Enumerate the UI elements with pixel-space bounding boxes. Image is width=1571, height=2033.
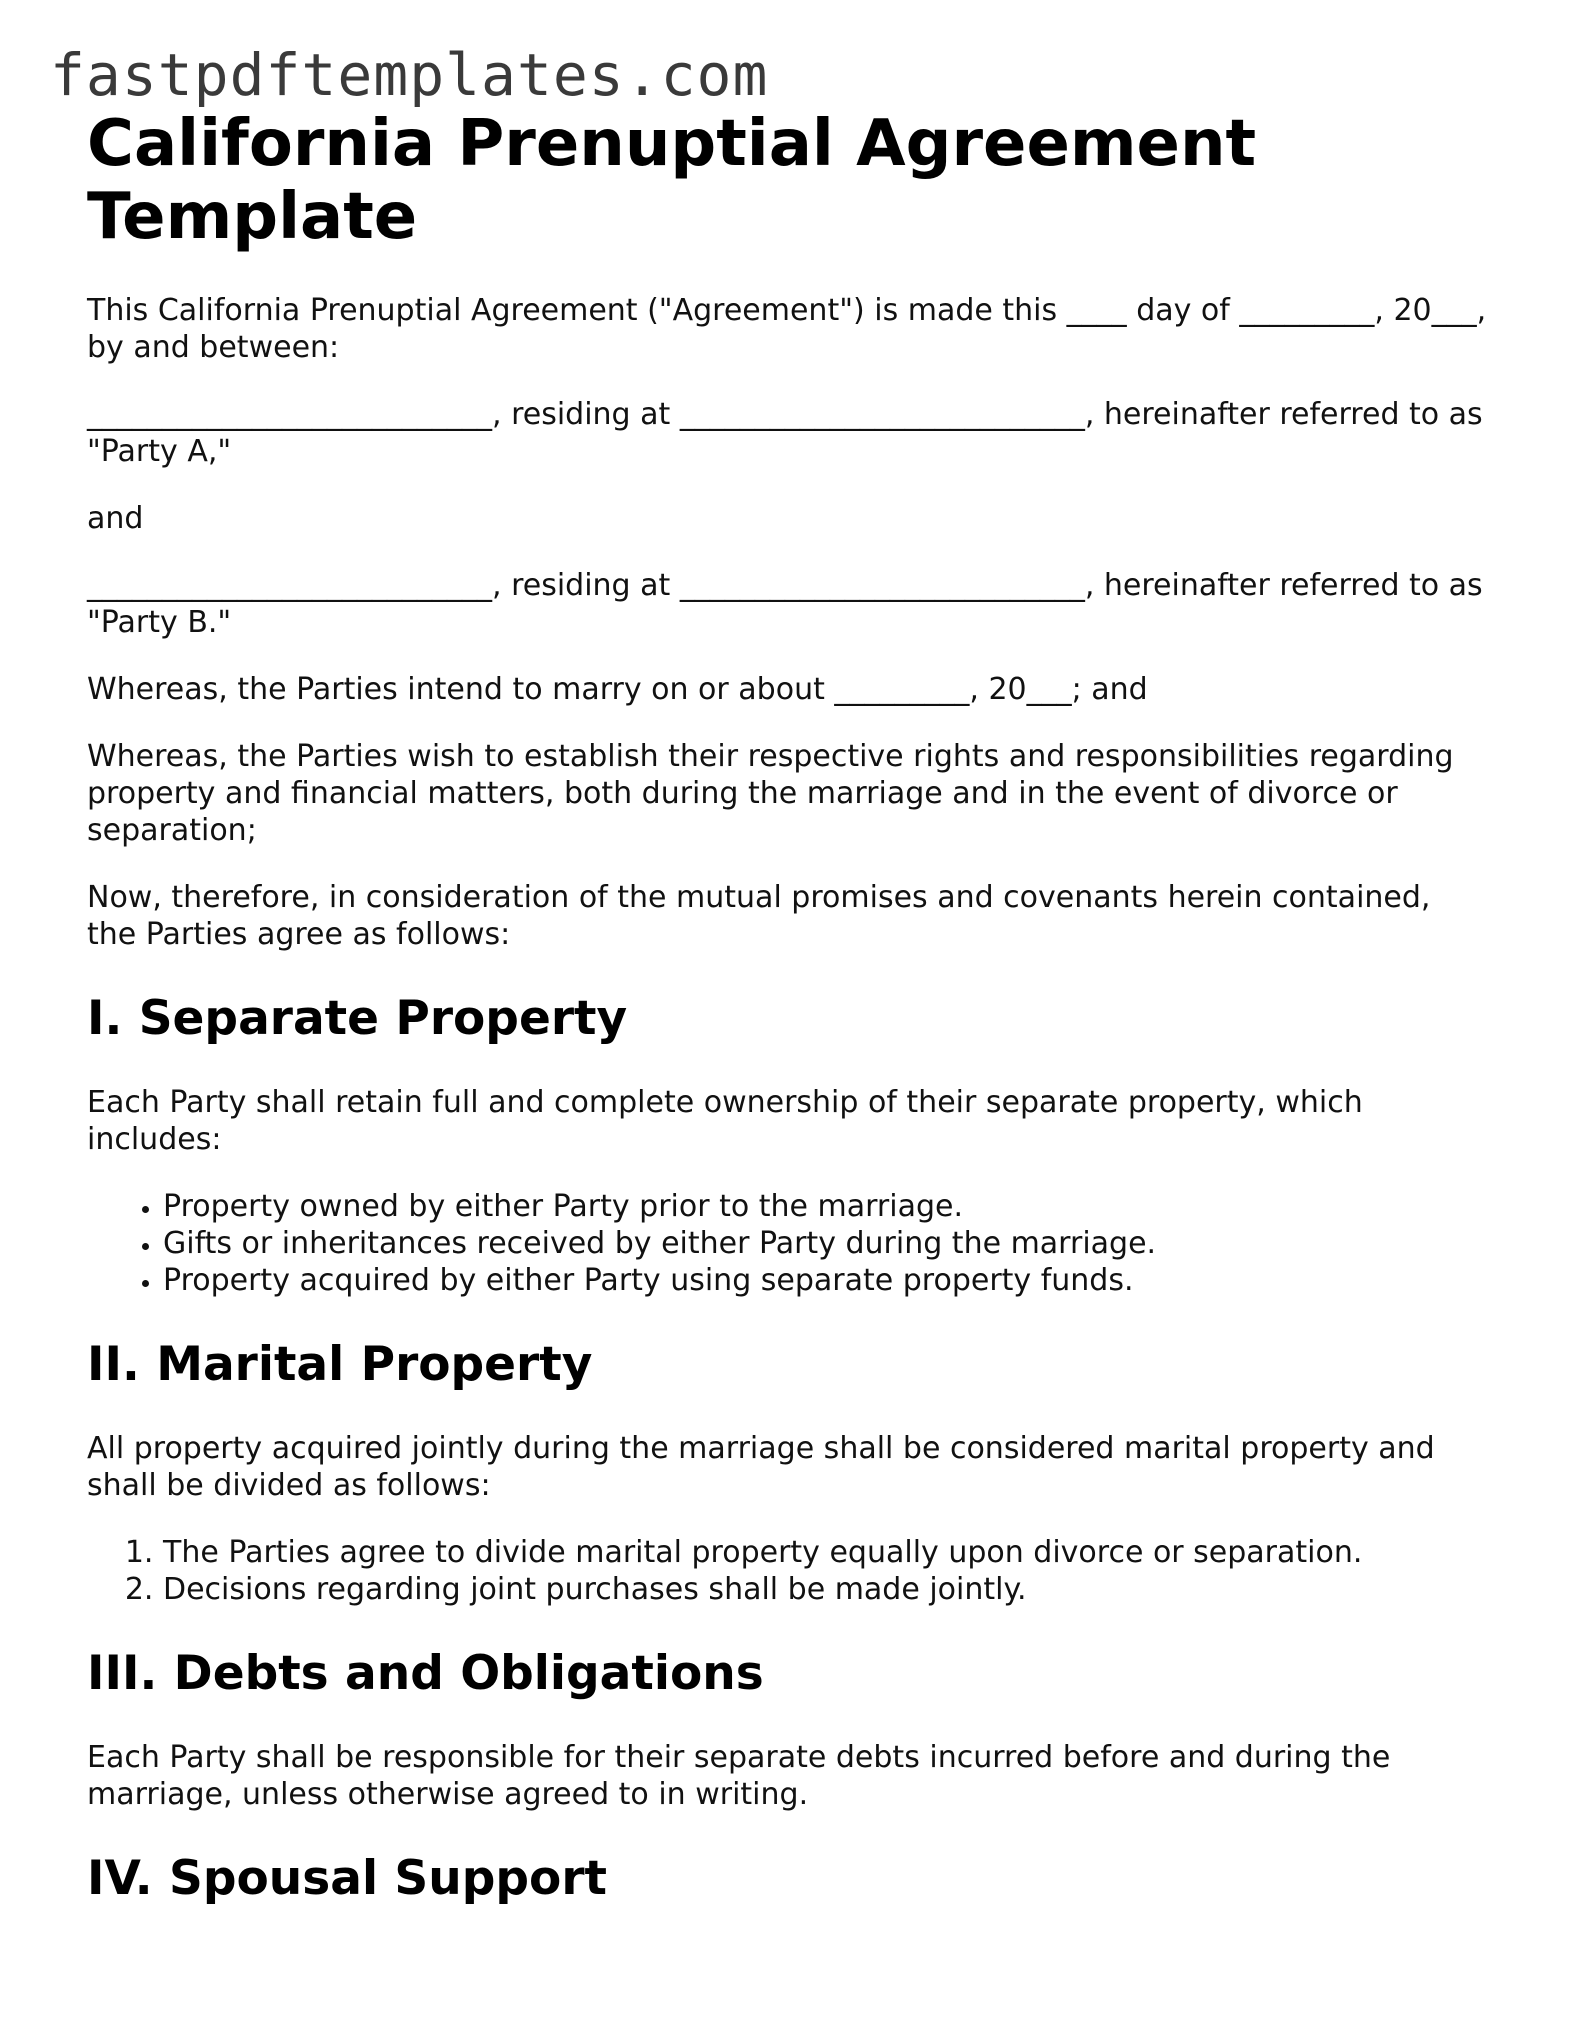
section-heading-debts: III. Debts and Obligations	[87, 1646, 764, 1701]
whereas-marry-paragraph: Whereas, the Parties intend to marry on or about _________, 20___; and	[87, 672, 1148, 707]
list-item: • Property owned by either Party prior to the marriage.	[163, 1188, 1487, 1225]
separate-property-body: Each Party shall retain full and complete ownership of their separate property, which includes:	[87, 1085, 1363, 1157]
party-a-paragraph: ___________________________, residing at ___________________________, hereinafter referred to as "Party A,"	[87, 397, 1483, 469]
whereas-rights-paragraph: Whereas, the Parties wish to establish their respective rights and responsibilities regarding property and financial matters, both during the marriage and in the event of divorce or separation;	[87, 739, 1454, 848]
list-item: • Property acquired by either Party using separate property funds.	[163, 1262, 1487, 1299]
debts-body: Each Party shall be responsible for their separate debts incurred before and during the marriage, unless otherwise agreed to in writing.	[87, 1740, 1391, 1812]
marital-property-body: All property acquired jointly during the marriage shall be considered marital property and shall be divided as follows:	[87, 1431, 1435, 1503]
intro-paragraph: This California Prenuptial Agreement ("Agreement") is made this ____ day of _________, 20___, by and between:	[87, 293, 1487, 365]
document-title: California Prenuptial Agreement Template	[87, 107, 1257, 254]
list-item: • Gifts or inheritances received by either Party during the marriage.	[163, 1225, 1487, 1262]
and-paragraph: and	[87, 501, 144, 536]
section-heading-spousal-support: IV. Spousal Support	[87, 1851, 607, 1906]
watermark: fastpdftemplates.com	[50, 41, 769, 109]
separate-property-list	[87, 1188, 1487, 1299]
list-item: 2. Decisions regarding joint purchases shall be made jointly.	[163, 1571, 1487, 1608]
section-heading-separate-property: I. Separate Property	[87, 991, 628, 1046]
document-page	[87, 108, 1487, 1907]
section-heading-marital-property: II. Marital Property	[87, 1337, 593, 1392]
marital-property-list	[87, 1534, 1487, 1608]
now-therefore-paragraph: Now, therefore, in consideration of the mutual promises and covenants herein contained, the Parties agree as follows:	[87, 880, 1431, 952]
party-b-paragraph: ___________________________, residing at ___________________________, hereinafter referred to as "Party B."	[87, 568, 1483, 640]
list-item: 1. The Parties agree to divide marital property equally upon divorce or separation.	[163, 1534, 1487, 1571]
